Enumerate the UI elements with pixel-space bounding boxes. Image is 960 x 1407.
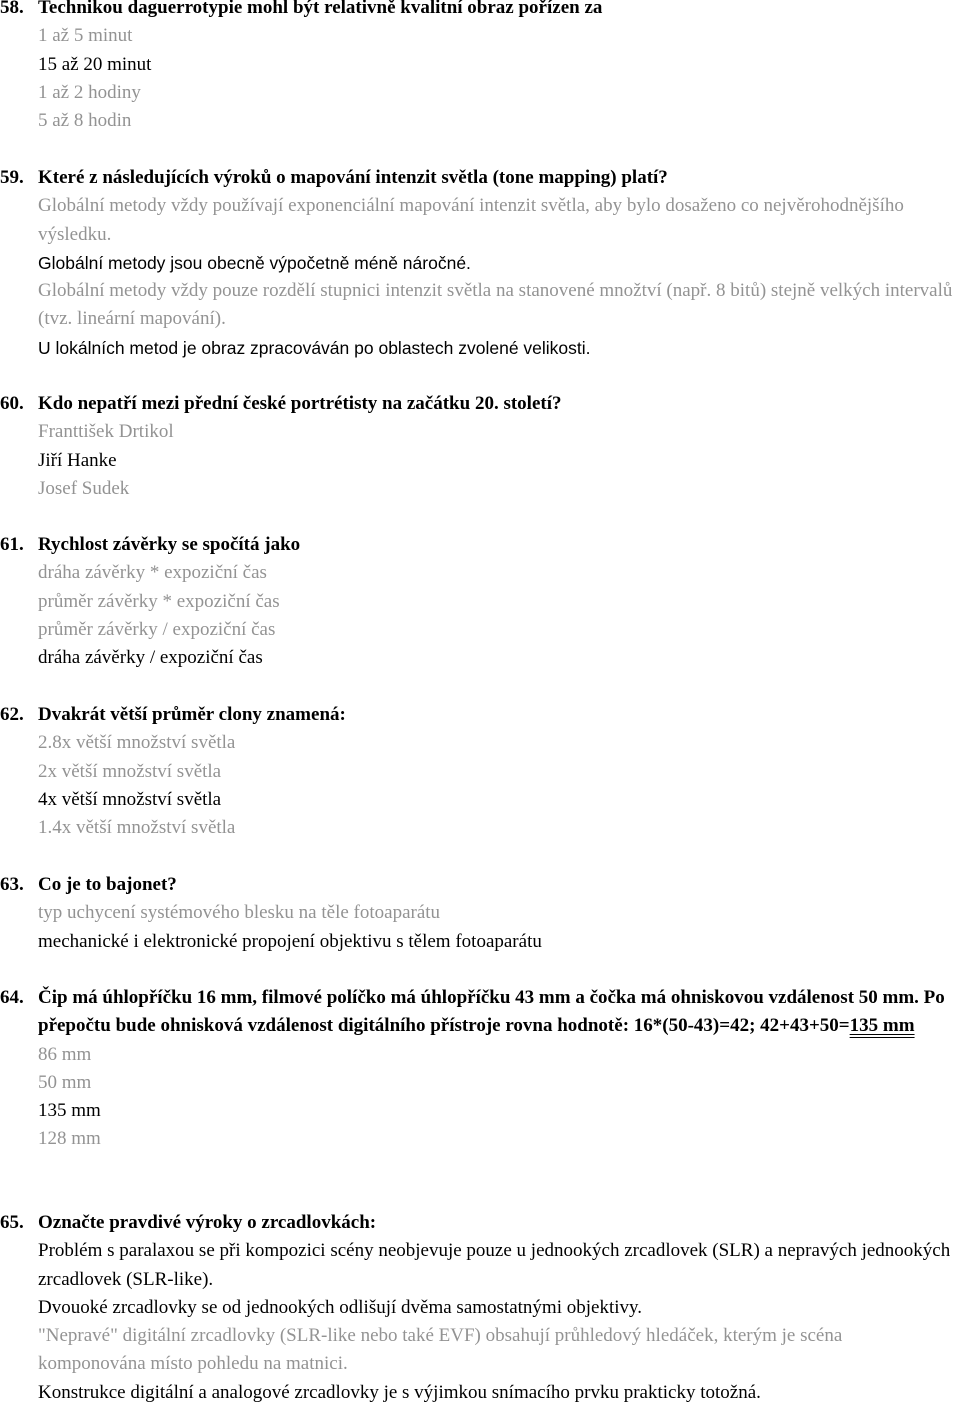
question-62 [0, 701, 960, 842]
question-number: 59. [0, 167, 24, 188]
answer-option: Konstrukce digitální a analogové zrcadlovky je s výjimkou snímacího prvku prakticky totožná. [38, 1381, 761, 1403]
question-heading [0, 0, 960, 22]
question-59 [0, 164, 960, 362]
question-text: Dvakrát větší průměr clony znamená: [38, 704, 346, 725]
answer-option: Franttišek Drtikol [38, 421, 174, 443]
question-heading [0, 984, 960, 1041]
answer-option: 1.4x větší množství světla [38, 817, 236, 839]
question-64 [0, 984, 960, 1154]
answer-option: Jiří Hanke [38, 449, 117, 471]
question-text: Které z následujících výroků o mapování intenzit světla (tone mapping) platí? [38, 167, 668, 188]
answer-option: 15 až 20 minut [38, 53, 152, 75]
question-58 [0, 0, 960, 135]
answer-option: 50 mm [38, 1071, 92, 1093]
question-text: Co je to bajonet? [38, 874, 177, 895]
question-heading [0, 164, 960, 192]
answer-option: 135 mm [38, 1100, 101, 1122]
question-heading [0, 531, 960, 559]
question-heading [0, 390, 960, 418]
answer-option: průměr závěrky * expoziční čas [38, 590, 280, 612]
answer-option: Globální metody vždy používají exponenciální mapování intenzit světla, aby bylo dosaženo co nejvěrohodnějšího výsledku. [38, 195, 904, 245]
answer-option: U lokálních metod je obraz zpracováván po oblastech zvolené velikosti. [38, 337, 591, 358]
question-63 [0, 871, 960, 956]
answer-option: 2.8x větší množství světla [38, 732, 236, 754]
answer-option: "Nepravé" digitální zrcadlovky (SLR-like nebo také EVF) obsahují průhledový hledáček, kterým je scéna komponována místo pohledu na matnici. [38, 1325, 843, 1375]
question-number: 63. [0, 874, 24, 895]
question-heading [0, 871, 960, 899]
answer-option: 128 mm [38, 1128, 101, 1150]
question-61 [0, 531, 960, 672]
answer-option: dráha závěrky / expoziční čas [38, 647, 263, 669]
question-text: Technikou daguerrotypie mohl být relativně kvalitní obraz pořízen za [38, 0, 603, 18]
question-65 [0, 1209, 960, 1407]
answer-option: 4x větší množství světla [38, 788, 222, 810]
question-number: 60. [0, 393, 24, 414]
question-text: Rychlost závěrky se spočítá jako [38, 534, 301, 555]
question-number: 62. [0, 704, 24, 725]
answer-option: typ uchycení systémového blesku na těle fotoaparátu [38, 902, 441, 924]
question-number: 61. [0, 534, 24, 555]
question-heading [0, 701, 960, 729]
question-number: 58. [0, 0, 24, 18]
answer-option: Globální metody jsou obecně výpočetně méně náročné. [38, 252, 471, 273]
answer-option: Globální metody vždy pouze rozdělí stupnici intenzit světla na stanovené množtví (např. 8 bitů) stejně velkých intervalů (tvz. lineární mapování). [38, 280, 953, 330]
answer-option: dráha závěrky * expoziční čas [38, 562, 267, 584]
question-text: Kdo nepatří mezi přední české portrétisty na začátku 20. století? [38, 393, 562, 414]
answer-option: Problém s paralaxou se při kompozici scény neobjevuje pouze u jednookých zrcadlovek (SLR) a nepravých jednookých zrcadlovek (SLR-like). [38, 1240, 951, 1290]
question-60 [0, 390, 960, 503]
question-number: 65. [0, 1212, 24, 1233]
question-result: 135 mm [849, 1015, 915, 1037]
answer-option: 2x větší množství světla [38, 760, 222, 782]
answer-option: 1 až 2 hodiny [38, 81, 141, 103]
question-number: 64. [0, 987, 24, 1008]
answer-option: průměr závěrky / expoziční čas [38, 618, 276, 640]
answer-option: 5 až 8 hodin [38, 110, 132, 132]
answer-option: Josef Sudek [38, 477, 130, 499]
question-text: Čip má úhlopříčku 16 mm, filmové políčko má úhlopříčku 43 mm a čočka má ohniskovou vzdálenost 50 mm. Po přepočtu bude ohnisková vzdálenost digitálního přístroje rovna hodnotě: 16*(50-43)=42; 42+43+50= [38, 987, 945, 1037]
question-heading [0, 1209, 960, 1237]
answer-option: mechanické i elektronické propojení objektivu s tělem fotoaparátu [38, 930, 542, 952]
question-text: Označte pravdivé výroky o zrcadlovkách: [38, 1212, 377, 1233]
answer-option: 86 mm [38, 1043, 92, 1065]
answer-option: 1 až 5 minut [38, 25, 133, 47]
answer-option: Dvouoké zrcadlovky se od jednookých odlišují dvěma samostatnými objektivy. [38, 1296, 643, 1318]
